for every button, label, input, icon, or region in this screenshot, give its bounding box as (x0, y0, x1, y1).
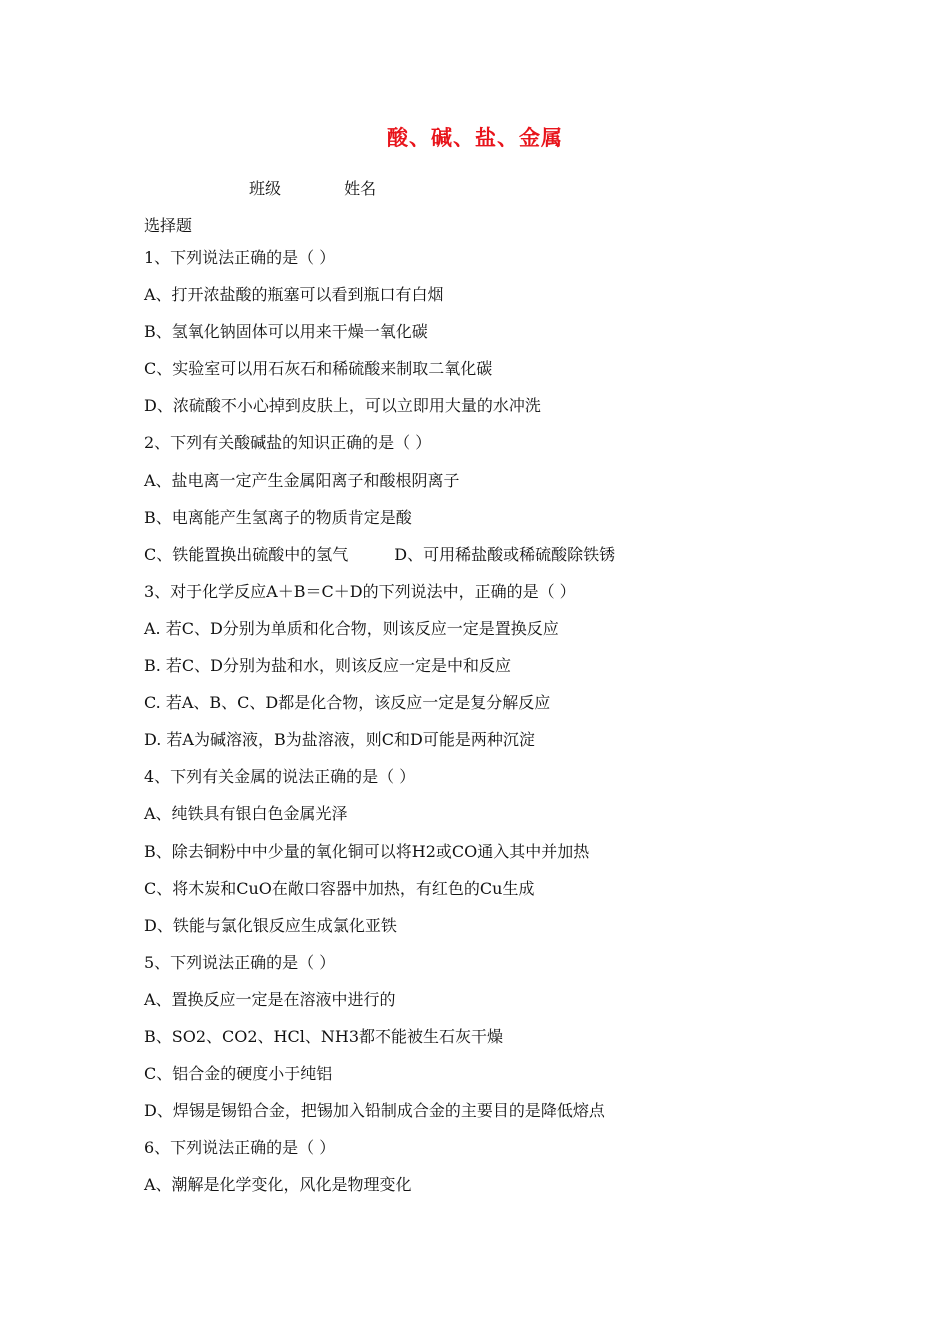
question-stem: 3、对于化学反应A＋B＝C＋D的下列说法中，正确的是（ ） (144, 581, 576, 601)
question-option: A. 若C、D分别为单质和化合物，则该反应一定是置换反应 (144, 618, 559, 638)
question-option: A、纯铁具有银白色金属光泽 (144, 804, 348, 824)
question-option: C、实验室可以用石灰石和稀硫酸来制取二氧化碳 (144, 359, 493, 379)
question-option: C、将木炭和CuO在敞口容器中加热，有红色的Cu生成 (144, 878, 535, 898)
question-option: B、电离能产生氢离子的物质肯定是酸 (144, 507, 412, 527)
question-option: D、可用稀盐酸或稀硫酸除铁锈 (394, 544, 616, 564)
question-stem: 2、下列有关酸碱盐的知识正确的是（ ） (144, 433, 432, 453)
question-option: C、铝合金的硬度小于纯铝 (144, 1064, 333, 1084)
class-label: 班级 (249, 179, 282, 198)
question-option: B. 若C、D分别为盐和水，则该反应一定是中和反应 (144, 656, 512, 676)
question-option: D、焊锡是锡铅合金，把锡加入铅制成合金的主要目的是降低熔点 (144, 1101, 605, 1121)
question-option: A、盐电离一定产生金属阳离子和酸根阴离子 (144, 470, 460, 490)
question-option: D、铁能与氯化银反应生成氯化亚铁 (144, 915, 397, 935)
question-option: C、铁能置换出硫酸中的氢气 (144, 544, 349, 564)
question-option: C. 若A、B、C、D都是化合物，该反应一定是复分解反应 (144, 693, 551, 713)
question-option: A、潮解是化学变化，风化是物理变化 (144, 1175, 412, 1195)
question-option: A、打开浓盐酸的瓶塞可以看到瓶口有白烟 (144, 285, 444, 305)
question-option: D. 若A为碱溶液，B为盐溶液，则C和D可能是两种沉淀 (144, 730, 535, 750)
question-stem: 4、下列有关金属的说法正确的是（ ） (144, 767, 416, 787)
question-stem: 1、下列说法正确的是（ ） (144, 248, 336, 267)
question-list (144, 248, 844, 1212)
question-option: B、SO2、CO2、HCl、NH3都不能被生石灰干燥 (144, 1026, 504, 1046)
section-label: 选择题 (144, 216, 193, 235)
name-label: 姓名 (344, 179, 377, 198)
question-option: B、氢氧化钠固体可以用来干燥一氧化碳 (144, 322, 428, 342)
question-option: A、置换反应一定是在溶液中进行的 (144, 989, 396, 1009)
question-stem: 6、下列说法正确的是（ ） (144, 1138, 336, 1158)
question-option-pair (144, 545, 844, 582)
question-option: B、除去铜粉中中少量的氧化铜可以将H2或CO通入其中并加热 (144, 841, 590, 861)
page-title: 酸、碱、盐、金属 (387, 125, 563, 150)
student-info-row (249, 176, 376, 199)
question-stem: 5、下列说法正确的是（ ） (144, 952, 336, 972)
question-option: D、浓硫酸不小心掉到皮肤上，可以立即用大量的水冲洗 (144, 396, 541, 416)
